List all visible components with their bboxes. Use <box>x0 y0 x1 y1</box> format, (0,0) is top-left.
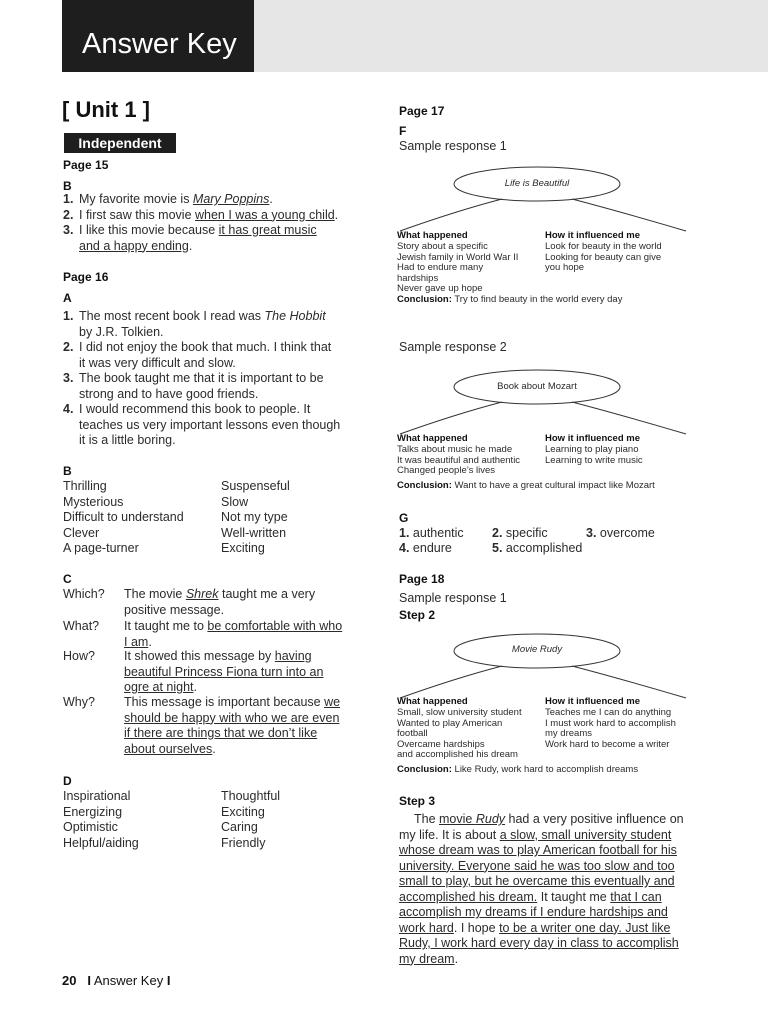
list-item: football <box>397 728 428 739</box>
map3-center-label: Movie Rudy <box>511 644 563 655</box>
list-item: Well-written <box>221 525 287 540</box>
list-item: Suspenseful <box>221 479 290 493</box>
c-question-why: Why? <box>63 695 95 709</box>
page-16-heading: Page 16 <box>63 270 109 284</box>
map3-influenced-list <box>545 708 695 750</box>
list-item: Changed people’s lives <box>397 465 496 476</box>
sample-response-1: Sample response 1 <box>399 139 507 153</box>
p18-sample-response-1: Sample response 1 <box>399 591 507 605</box>
p17-g-label: G <box>399 511 409 525</box>
c-question-what: What? <box>63 619 100 633</box>
list-item: Had to endure many <box>397 262 484 273</box>
page-18-heading: Page 18 <box>399 572 445 586</box>
header-grey-band <box>254 0 768 72</box>
list-item: 2. I did not enjoy the book that much. I think that it was very difficult and slow. <box>63 340 332 370</box>
p15-b-label: B <box>63 179 72 193</box>
list-item: Friendly <box>221 835 266 850</box>
map1-influenced-list <box>545 242 695 274</box>
p16-d-col2 <box>221 789 371 851</box>
step-2-heading: Step 2 <box>399 608 436 622</box>
page-title: Answer Key <box>82 28 237 60</box>
list-item: Jewish family in World War II <box>397 251 519 263</box>
page-number: 20 <box>62 973 77 988</box>
c-question-which: Which? <box>63 587 105 601</box>
list-item: Mysterious <box>63 494 124 509</box>
map2-influenced-heading: How it influenced me <box>545 433 641 444</box>
map2-influenced-list <box>545 445 695 466</box>
list-item: Teaches me I can do anything <box>545 707 672 718</box>
list-item: Overcame hardships <box>397 738 485 750</box>
map2-center-label: Book about Mozart <box>497 381 577 392</box>
p16-a-list <box>63 309 373 449</box>
map2-happened-list <box>397 445 542 477</box>
list-item: Helpful/aiding <box>63 835 139 850</box>
list-item: Energizing <box>63 804 123 819</box>
list-item: and accomplished his dream <box>397 749 518 760</box>
map1-conclusion: Conclusion: Try to find beauty in the world every day <box>397 294 623 305</box>
map1-happened-heading: What happened <box>397 230 468 241</box>
c-answer-how: It showed this message by having beautiful Princess Fiona turn into an ogre at night. <box>124 649 324 694</box>
list-item: Slow <box>221 494 249 509</box>
list-item: 4. endure <box>399 541 452 555</box>
list-item: Inspirational <box>63 789 131 803</box>
page-15-heading: Page 15 <box>63 158 109 172</box>
map1-center-label: Life is Beautiful <box>504 178 570 189</box>
list-item: 3. The book taught me that it is important to be strong and to have good friends. <box>63 371 324 401</box>
list-item: Wanted to play American <box>397 717 503 729</box>
list-item: Thrilling <box>63 479 107 493</box>
list-item: A page-turner <box>63 541 139 555</box>
list-item: Learning to play piano <box>545 444 639 455</box>
map3-influenced-heading: How it influenced me <box>545 696 641 707</box>
p16-b-label: B <box>63 464 72 478</box>
list-item: Talks about music he made <box>397 444 513 455</box>
p16-d-label: D <box>63 774 72 788</box>
p17-f-label: F <box>399 124 407 138</box>
c-answer-why: This message is important because we should be happy with who we are even if there are things that we don’t like about ourselves. <box>124 695 341 756</box>
list-item: Work hard to become a writer <box>545 738 670 750</box>
list-item: Learning to write music <box>545 454 643 466</box>
c-answer-which: The movie Shrek taught me a very positive message. <box>124 587 316 617</box>
list-item: 2. I first saw this movie when I was a young child. <box>63 207 339 222</box>
unit-title: [ Unit 1 ] <box>62 97 150 122</box>
list-item: 4. I would recommend this book to people. It teaches us very important lessons even though it is a little boring. <box>63 402 341 447</box>
list-item: Clever <box>63 525 100 540</box>
list-item: Look for beauty in the world <box>545 241 662 252</box>
list-item: 1. authentic <box>399 526 464 540</box>
map1-influenced-heading: How it influenced me <box>545 230 641 241</box>
list-item: Exciting <box>221 541 265 555</box>
list-item: 1. My favorite movie is Mary Poppins. <box>63 192 273 206</box>
sample-response-2: Sample response 2 <box>399 340 507 354</box>
list-item: my dreams <box>545 728 592 739</box>
map1-happened-list <box>397 242 542 295</box>
step-3-paragraph: The movie Rudy had a very positive influence on my life. It is about a slow, small university student whose dream was to play American football for his university. Everyone said he was too slow and too small to play, but he overcame this eventually and accomplished his dream. It taught me that I can accomplish my dreams if I endure hardships and work hard. I hope to be a writer one day. Just like Rudy, I work hard every day in class to accomplish my dream. <box>399 812 684 966</box>
p16-d-col1 <box>63 789 218 851</box>
list-item: Looking for beauty can give <box>545 251 662 263</box>
step-3-heading: Step 3 <box>399 794 436 808</box>
list-item: Never gave up hope <box>397 283 483 294</box>
mind-map-1-lines <box>396 165 696 235</box>
list-item: Small, slow university student <box>397 707 522 718</box>
list-item: hardships <box>397 272 439 284</box>
list-item: Caring <box>221 820 258 834</box>
list-item: you hope <box>545 262 585 273</box>
map3-happened-list <box>397 708 542 761</box>
map3-happened-heading: What happened <box>397 696 468 707</box>
section-badge: Independent <box>64 133 176 153</box>
list-item: Optimistic <box>63 820 118 834</box>
list-item: Story about a specific <box>397 241 488 252</box>
list-item: Thoughtful <box>221 789 281 803</box>
list-item: Not my type <box>221 510 288 524</box>
list-item: 2. specific <box>492 526 548 540</box>
mind-map-2-lines <box>396 368 696 438</box>
c-answer-what: It taught me to be comfortable with who I am. <box>124 619 343 649</box>
list-item: 1. The most recent book I read was The Hobbit by J.R. Tolkien. <box>63 309 326 339</box>
page-footer: 20 I Answer Key I <box>62 973 171 988</box>
c-question-how: How? <box>63 649 95 663</box>
p16-a-label: A <box>63 291 72 305</box>
mind-map-3-lines <box>396 632 696 702</box>
map2-conclusion: Conclusion: Want to have a great cultural impact like Mozart <box>397 480 655 491</box>
list-item: 3. overcome <box>586 526 655 540</box>
p16-c-label: C <box>63 572 72 586</box>
page-17-heading: Page 17 <box>399 104 445 118</box>
map2-happened-heading: What happened <box>397 433 468 444</box>
list-item: 3. I like this movie because it has great music and a happy ending. <box>63 223 317 253</box>
map3-conclusion: Conclusion: Like Rudy, work hard to accomplish dreams <box>397 764 639 775</box>
list-item: It was beautiful and authentic <box>397 454 521 466</box>
p16-b-col2 <box>221 479 371 557</box>
list-item: I must work hard to accomplish <box>545 717 676 729</box>
p16-b-col1 <box>63 479 218 557</box>
footer-label: Answer Key <box>93 973 164 988</box>
list-item: 5. accomplished <box>492 541 583 555</box>
p15-list <box>63 192 373 254</box>
list-item: Exciting <box>221 804 265 819</box>
list-item: Difficult to understand <box>63 510 184 524</box>
